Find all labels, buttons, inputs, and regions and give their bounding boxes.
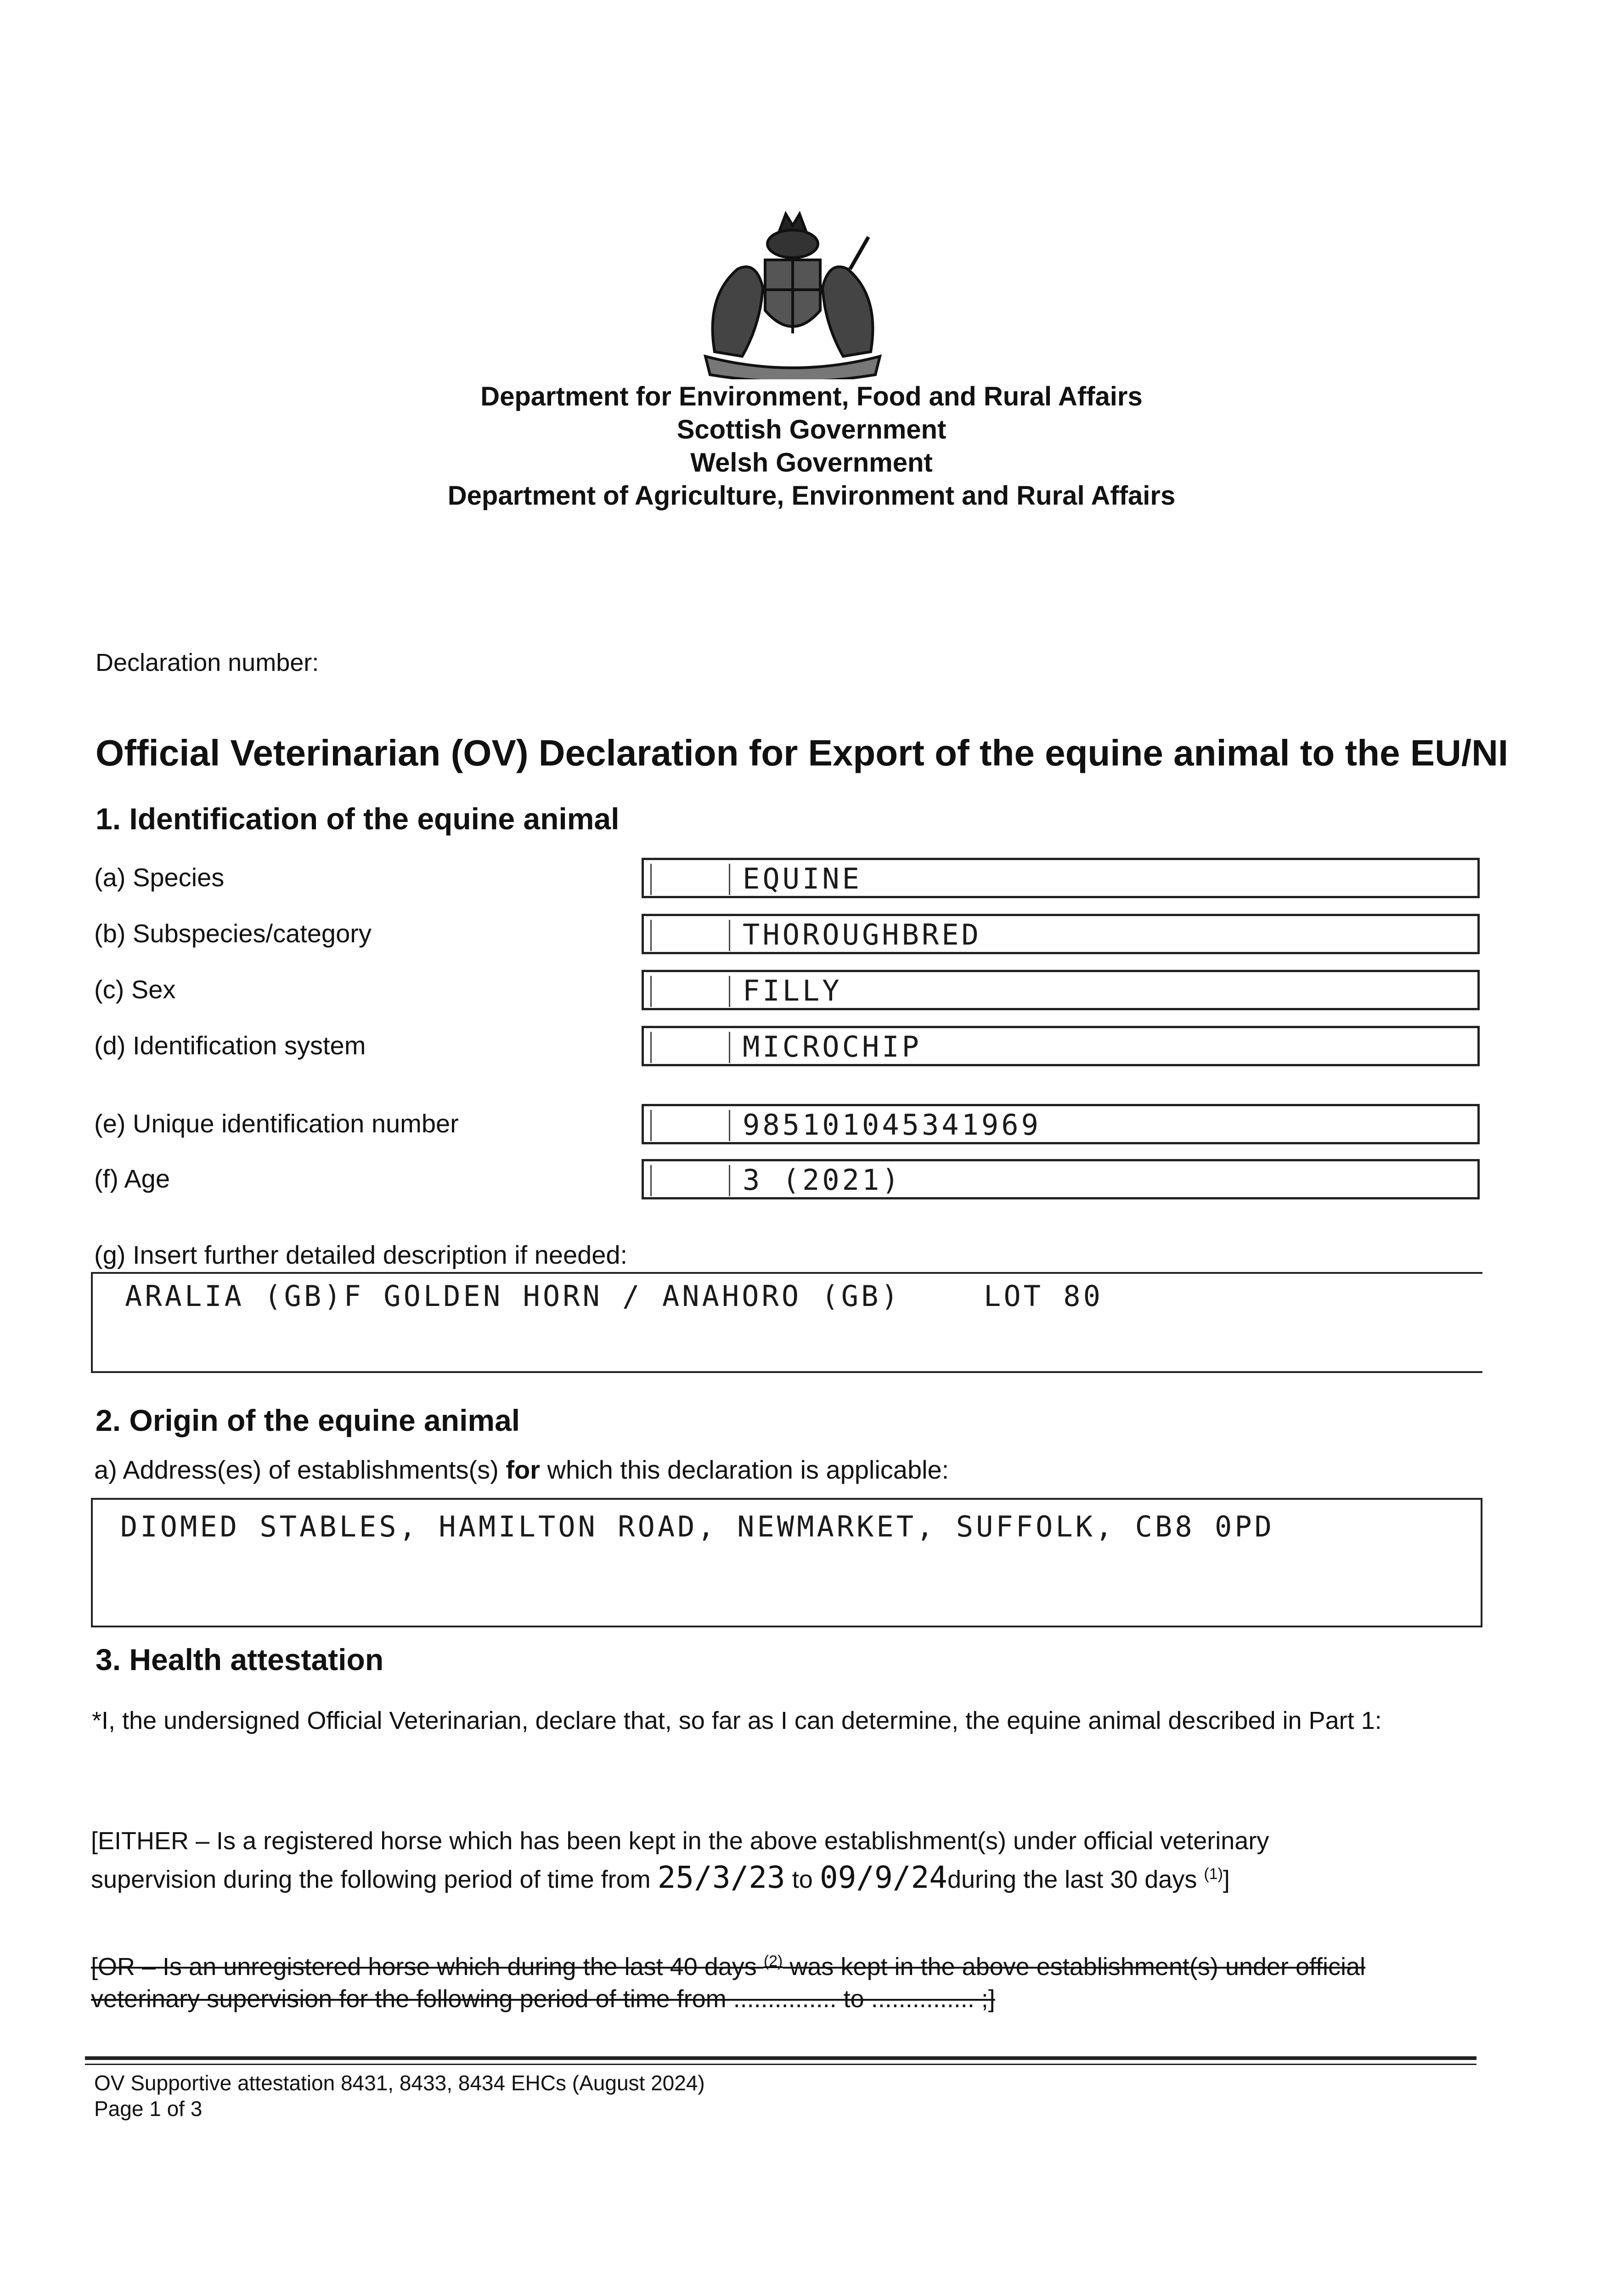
- or-line-2: veterinary supervision for the following period of time from ............... to ............... ;]: [91, 1985, 995, 2013]
- description-value: ARALIA (GB)F GOLDEN HORN / ANAHORO (GB): [125, 1279, 901, 1313]
- sex-value: FILLY: [743, 974, 842, 1007]
- department-defra: Department for Environment, Food and Rural Affairs: [480, 382, 1143, 411]
- uin-field[interactable]: [642, 1104, 1480, 1144]
- age-value: 3 (2021): [743, 1163, 902, 1197]
- address-label: a) Address(es) of establishments(s) for which this declaration is applicable:: [94, 1455, 949, 1484]
- uin-value: 985101045341969: [743, 1108, 1041, 1142]
- section1-heading: 1. Identification of the equine animal: [96, 802, 620, 836]
- declaration-number-label: Declaration number:: [96, 649, 319, 676]
- either-line-2: supervision during the following period of time from 25/3/23 to 09/9/24during the last 30 days $^{(1)}$]: [91, 1860, 1230, 1895]
- description-field[interactable]: [91, 1272, 1482, 1373]
- age-field[interactable]: [642, 1159, 1480, 1199]
- or-line-1: [OR – Is an unregistered horse which during the last 40 days $^{(2)}$ was kept in the above establishment(s) under official: [91, 1953, 1366, 1981]
- subspecies-label: (b) Subspecies/category: [94, 919, 372, 948]
- address-field[interactable]: [91, 1498, 1482, 1627]
- identification-system-value: MICROCHIP: [743, 1030, 922, 1064]
- royal-coat-of-arms-icon: [687, 205, 898, 379]
- document-title: Official Veterinarian (OV) Declaration for Export of the equine animal to the EU/NI: [96, 732, 1509, 773]
- lot-value: LOT 80: [984, 1279, 1103, 1313]
- department-daera: Department of Agriculture, Environment and Rural Affairs: [447, 481, 1176, 511]
- department-scottish-government: Scottish Government: [676, 415, 947, 445]
- department-welsh-government: Welsh Government: [690, 448, 933, 478]
- health-attestation-intro: *I, the undersigned Official Veterinarian, declare that, so far as I can determine, the equine animal described in Part 1:: [92, 1707, 1382, 1734]
- footer-rule-thin: [85, 2064, 1476, 2065]
- uin-label: (e) Unique identification number: [94, 1109, 459, 1138]
- footer-rule-thick: [85, 2056, 1476, 2060]
- species-field[interactable]: [642, 858, 1480, 898]
- section3-heading: 3. Health attestation: [96, 1643, 384, 1677]
- age-label: (f) Age: [94, 1164, 170, 1193]
- description-label: (g) Insert further detailed description if needed:: [94, 1240, 628, 1269]
- identification-system-field[interactable]: [642, 1026, 1480, 1066]
- section2-heading: 2. Origin of the equine animal: [96, 1403, 520, 1437]
- identification-system-label: (d) Identification system: [94, 1031, 366, 1060]
- footer-page-number: Page 1 of 3: [94, 2097, 203, 2121]
- footer-attestation-reference: OV Supportive attestation 8431, 8433, 8434 EHCs (August 2024): [94, 2071, 705, 2095]
- sex-label: (c) Sex: [94, 975, 176, 1004]
- address-value: DIOMED STABLES, HAMILTON ROAD, NEWMARKET, SUFFOLK, CB8 0PD: [120, 1510, 1274, 1543]
- to-date: 09/9/24: [819, 1860, 947, 1895]
- sex-field[interactable]: [642, 970, 1480, 1010]
- either-line-1: [EITHER – Is a registered horse which has been kept in the above establishment(s) under official veterinary: [91, 1827, 1269, 1855]
- subspecies-value: THOROUGHBRED: [743, 918, 981, 951]
- from-date: 25/3/23: [657, 1860, 785, 1895]
- species-label: (a) Species: [94, 863, 225, 892]
- subspecies-field[interactable]: [642, 914, 1480, 954]
- species-value: EQUINE: [743, 862, 862, 895]
